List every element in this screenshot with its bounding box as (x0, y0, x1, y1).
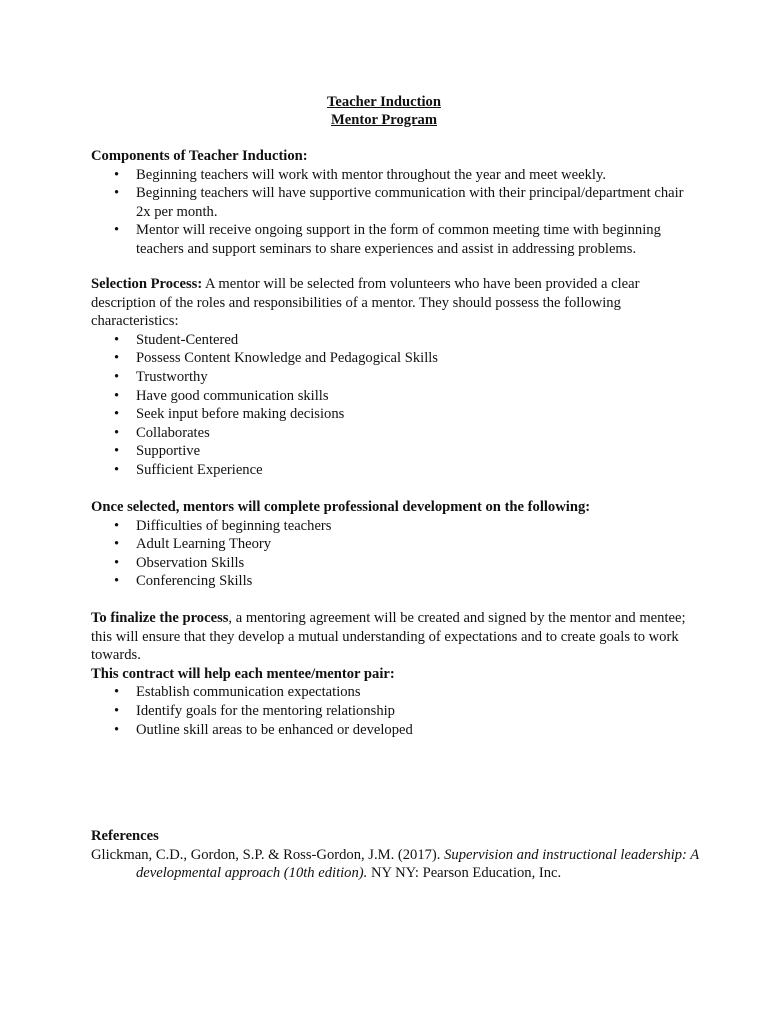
components-heading: Components of Teacher Induction: (91, 148, 308, 164)
development-list (91, 517, 691, 591)
finalize-section (91, 609, 691, 739)
development-section (91, 498, 691, 591)
characteristics-list (91, 331, 691, 480)
list-item: • Supportive (91, 442, 691, 461)
references-heading: References (91, 828, 159, 844)
list-item: • Establish communication expectations (91, 683, 691, 702)
list-item: • Seek input before making decisions (91, 405, 691, 424)
list-item: • Mentor will receive ongoing support in the form of common meeting time with beginning teachers and support seminars to share experiences and assist in addressing problems. (91, 221, 691, 258)
reference-title: Supervision and instructional leadership: A developmental approach (10th edition). (136, 846, 699, 882)
list-item: • Student-Centered (91, 331, 691, 350)
selection-section (91, 275, 691, 480)
document-subtitle: Mentor Program (330, 112, 438, 128)
finalize-label: To finalize the process (91, 610, 229, 626)
selection-paragraph (91, 275, 691, 331)
finalize-paragraph (91, 609, 691, 665)
references-section (91, 827, 699, 883)
list-item: • Sufficient Experience (91, 461, 691, 480)
components-section (91, 147, 691, 259)
list-item: • Collaborates (91, 424, 691, 443)
list-item: • Beginning teachers will have supportive communication with their principal/department chair 2x per month. (91, 184, 691, 221)
reference-authors: Glickman, C.D., Gordon, S.P. & Ross-Gordon, J.M. (2017). (91, 846, 445, 863)
list-item: • Have good communication skills (91, 387, 691, 406)
list-item: • Observation Skills (91, 554, 691, 573)
list-item: • Outline skill areas to be enhanced or developed (91, 721, 691, 740)
list-item: • Trustworthy (91, 368, 691, 387)
list-item: • Beginning teachers will work with mentor throughout the year and meet weekly. (91, 166, 691, 185)
selection-label: Selection Process: (91, 276, 203, 292)
document-title: Teacher Induction (327, 94, 441, 110)
contract-heading: This contract will help each mentee/mentor pair: (91, 665, 395, 682)
reference-entry (91, 846, 706, 883)
list-item: • Conferencing Skills (91, 572, 691, 591)
contract-list (91, 683, 691, 739)
selection-text: A mentor will be selected from volunteers who have been provided a clear description of the roles and responsibilities of a mentor. They should possess the following characteristics: (91, 276, 640, 330)
reference-publisher: NY NY: Pearson Education, Inc. (367, 865, 562, 882)
list-item: • Identify goals for the mentoring relationship (91, 702, 691, 721)
finalize-text: , a mentoring agreement will be created and signed by the mentor and mentee; this will ensure that they develop a mutual understanding of expectations and to create goals to work towards. (91, 610, 686, 664)
components-list (91, 166, 691, 259)
list-item: • Difficulties of beginning teachers (91, 517, 691, 536)
development-heading: Once selected, mentors will complete professional development on the following: (91, 499, 591, 515)
list-item: • Possess Content Knowledge and Pedagogical Skills (91, 349, 691, 368)
list-item: • Adult Learning Theory (91, 535, 691, 554)
